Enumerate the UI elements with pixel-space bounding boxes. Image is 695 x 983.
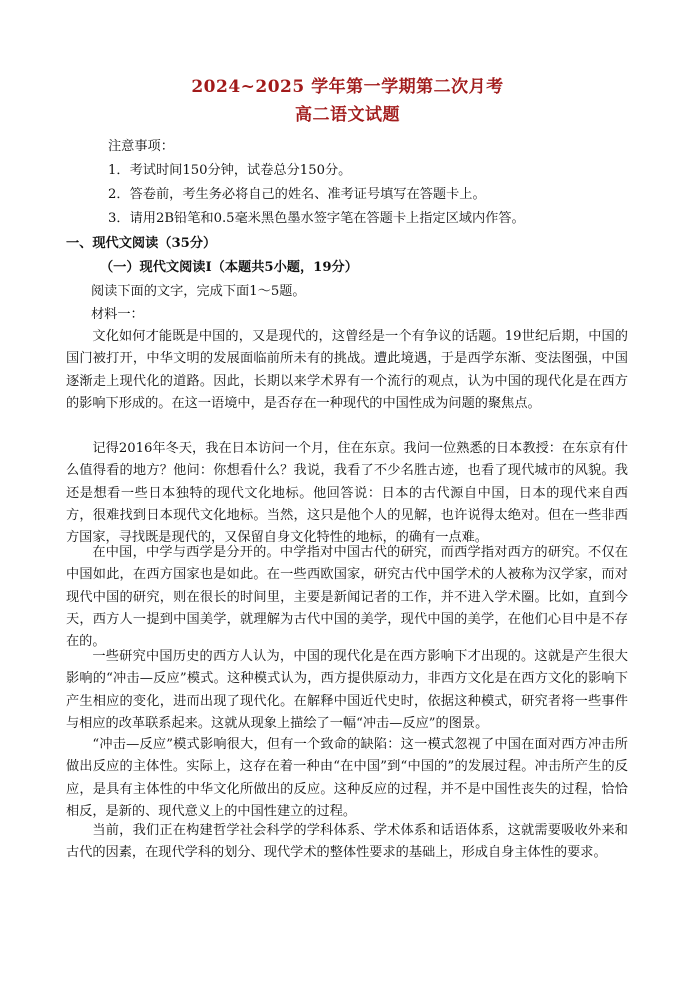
note-item: 2．答卷前，考生务必将自己的姓名、准考证号填写在答题卡上。 [108,187,486,202]
paragraph-6: 当前，我们正在构建哲学社会科学的学科体系、学术体系和话语体系，这就需要吸收外来和古代的因素，在现代学科的划分、现代学术的整体性要求的基础上，形成自身主体性的要求。 [66,823,628,861]
paragraph-4: 一些研究中国历史的西方人认为，中国的现代化是在西方影响下才出现的。这就是产生很大影响的“冲击—反应”模式。这种模式认为，西方提供原动力，非西方文化是在西方文化的影响下产生相应的变化，进而出现了现代化。在解释中国近代史时，依据这种模式，研究者将一些事件与相应的改革联系起来。这就从现象上描绘了一幅“冲击—反应”的图景。 [66,649,628,731]
exam-subtitle: 高二语文试题 [295,105,400,125]
note-item: 3．请用2B铅笔和0.5毫米黑色墨水签字笔在答题卡上指定区域内作答。 [108,211,525,226]
section-heading: 一、现代文阅读（35分） [66,236,217,251]
notes-heading: 注意事项： [108,139,174,154]
exam-title: 2024~2025 学年第一学期第二次月考 [191,77,504,97]
paragraph-3: 在中国，中学与西学是分开的。中学指对中国古代的研究，而西学指对西方的研究。不仅在中国如此，在西方国家也是如此。在一些西欧国家，研究古代中国学术的人被称为汉学家，而对现代中国的研究，则在很长的时间里，主要是新闻记者的工作，并不进入学术圈。比如，直到今天，西方人一提到中国美学，就理解为古代中国的美学，现代中国的美学，在他们心目中是不存在的。 [66,545,628,650]
note-item: 1．考试时间150分钟，试卷总分150分。 [108,163,352,178]
paragraph-2: 记得2016年冬天，我在日本访问一个月，住在东京。我问一位熟悉的日本教授：在东京有什么值得看的地方？他问：你想看什么？我说，我看了不少名胜古迹，也看了现代城市的风貌。我还是想看一些日本独特的现代文化地标。他回答说：日本的古代源自中国，日本的现代来自西方，很难找到日本现代文化地标。当然，这只是他个人的见解，也许说得太绝对。但在一些非西方国家，寻找既是现代的，又保留自身文化特性的地标，的确有一点难。 [66,441,628,546]
subsection-heading: （一）现代文阅读Ⅰ（本题共5小题，19分） [100,260,358,275]
material-label: 材料一： [91,307,144,322]
paragraph-5: “冲击—反应”模式影响很大，但有一个致命的缺陷：这一模式忽视了中国在面对西方冲击所做出反应的主体性。实际上，这存在着一种由“在中国”到“中国的”的发展过程。冲击所产生的反应，是具有主体性的中华文化所做出的反应。这种反应的过程，并不是中国性丧失的过程，恰恰相反，是新的、现代意义上的中国性建立的过程。 [66,737,628,819]
paragraph-1: 文化如何才能既是中国的，又是现代的，这曾经是一个有争议的话题。19世纪后期，中国的国门被打开，中华文明的发展面临前所未有的挑战。遭此境遇，于是西学东渐、变法图强，中国逐渐走上现代化的道路。因此，长期以来学术界有一个流行的观点，认为中国的现代化是在西方的影响下形成的。在这一语境中，是否存在一种现代的中国性成为问题的聚焦点。 [66,329,628,411]
reading-instruction: 阅读下面的文字，完成下面1～5题。 [91,284,306,299]
